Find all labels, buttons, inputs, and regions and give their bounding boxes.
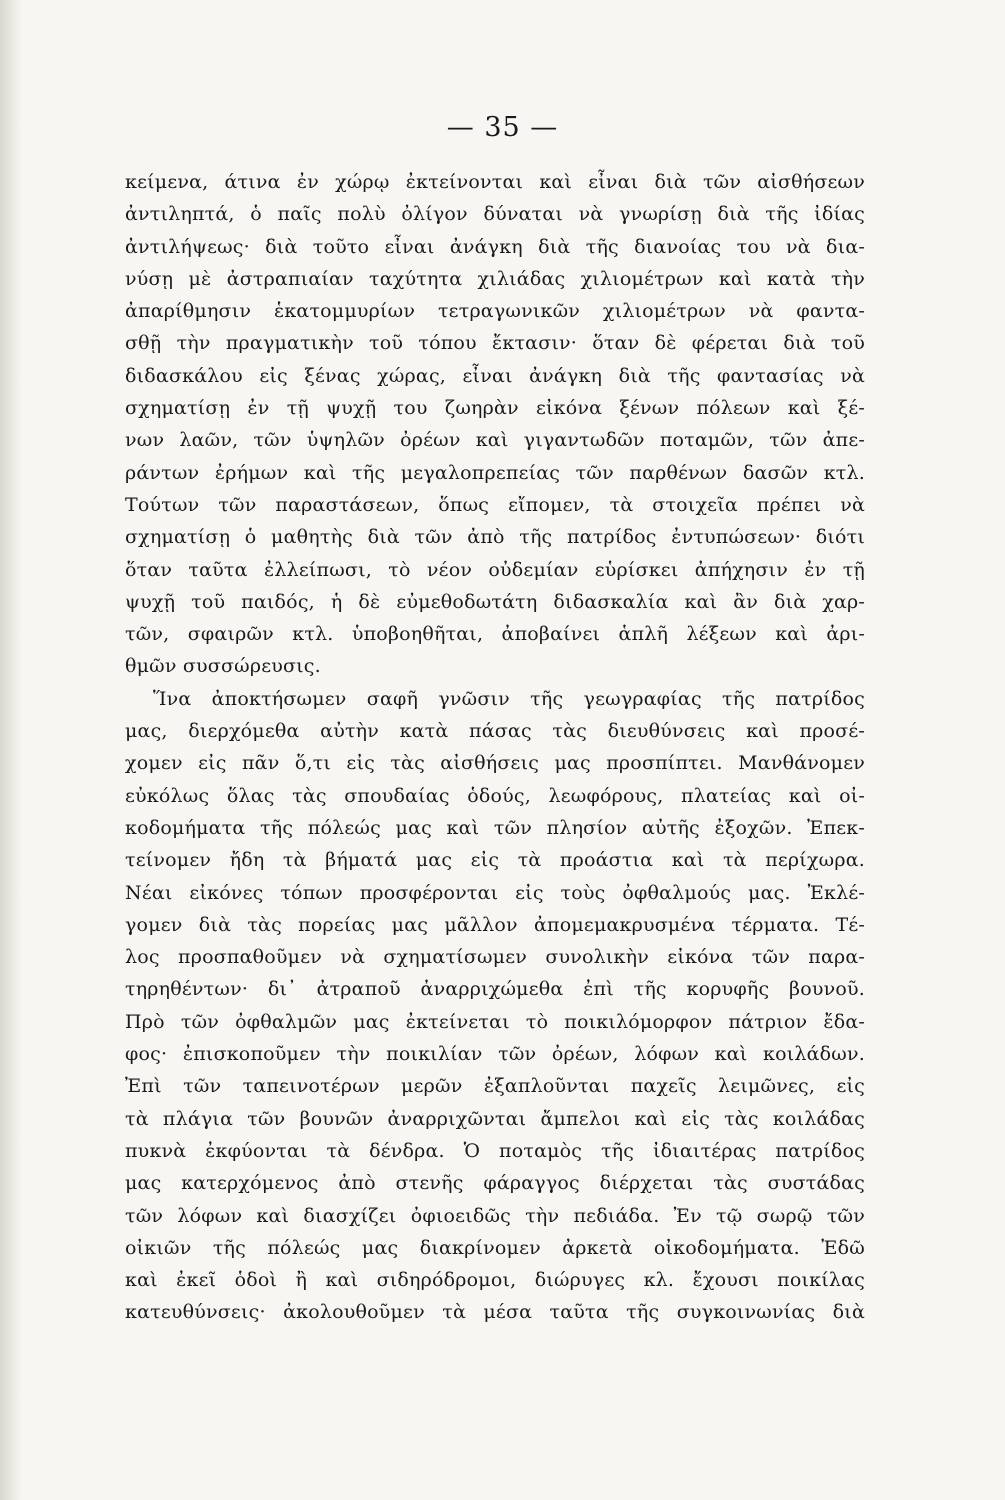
text-line: διδασκάλου εἰς ξένας χώρας, εἶναι ἀνάγκη διὰ τῆς φαντασίας νὰ (125, 364, 865, 387)
text-line: φος· ἐπισκοποῦμεν τὴν ποικιλίαν τῶν ὀρέων, λόφων καὶ κοιλάδων. (125, 1043, 865, 1066)
text-line: λος προσπαθοῦμεν νὰ σχηματίσωμεν συνολικὴν εἰκόνα τῶν παρα- (125, 946, 865, 969)
text-line: Τούτων τῶν παραστάσεων, ὅπως εἴπομεν, τὰ στοιχεῖα πρέπει νὰ (125, 493, 865, 516)
text-line: Ἐπὶ τῶν ταπεινοτέρων μερῶν ἐξαπλοῦνται παχεῖς λειμῶνες, εἰς (125, 1075, 865, 1098)
text-line: χομεν εἰς πᾶν ὅ,τι εἰς τὰς αἰσθήσεις μας προσπίπτει. Μανθάνομεν (125, 752, 865, 775)
text-line: καὶ ἐκεῖ ὁδοὶ ἢ καὶ σιδηρόδρομοι, διώρυγες κλ. ἔχουσι ποικίλας (125, 1269, 865, 1292)
page-number: — 35 — (446, 112, 559, 143)
text-line: τῶν, σφαιρῶν κτλ. ὑποβοηθῆται, ἀποβαίνει ἁπλῆ λέξεων καὶ ἀρι- (125, 623, 865, 646)
text-line: ὅταν ταῦτα ἐλλείπωσι, τὸ νέον οὐδεμίαν εὑρίσκει ἀπήχησιν ἐν τῇ (125, 558, 865, 581)
text-line: κοδομήματα τῆς πόλεώς μας καὶ τῶν πλησίον αὐτῆς ἐξοχῶν. Ἐπεκ- (125, 816, 865, 839)
text-line: τῶν λόφων καὶ διασχίζει ὀφιοειδῶς τὴν πεδιάδα. Ἐν τῷ σωρῷ τῶν (125, 1204, 865, 1227)
text-line: μας κατερχόμενος ἀπὸ στενῆς φάραγγος διέρχεται τὰς συστάδας (125, 1172, 865, 1195)
page-edge-shadow (0, 0, 22, 1500)
text-line: οἰκιῶν τῆς πόλεώς μας διακρίνομεν ἀρκετὰ οἰκοδομήματα. Ἐδῶ (125, 1236, 865, 1259)
text-line: Πρὸ τῶν ὀφθαλμῶν μας ἐκτείνεται τὸ ποικιλόμορφον πάτριον ἔδα- (125, 1010, 865, 1033)
text-line: ψυχῇ τοῦ παιδός, ἡ δὲ εὐμεθοδωτάτη διδασκαλία καὶ ἂν διὰ χαρ- (125, 590, 865, 613)
text-line: κατευθύνσεις· ἀκολουθοῦμεν τὰ μέσα ταῦτα τῆς συγκοινωνίας διὰ (125, 1301, 865, 1324)
text-line: Ἵνα ἀποκτήσωμεν σαφῆ γνῶσιν τῆς γεωγραφίας τῆς πατρίδος (153, 687, 865, 710)
text-line: γομεν διὰ τὰς πορείας μας μᾶλλον ἀπομεμακρυσμένα τέρματα. Τέ- (125, 913, 865, 936)
text-line: ἀντιληπτά, ὁ παῖς πολὺ ὀλίγον δύναται νὰ γνωρίσῃ διὰ τῆς ἰδίας (125, 203, 865, 226)
text-line: πυκνὰ ἐκφύονται τὰ δένδρα. Ὁ ποταμὸς τῆς ἰδιαιτέρας πατρίδος (125, 1139, 865, 1162)
text-line: νων λαῶν, τῶν ὑψηλῶν ὀρέων καὶ γιγαντωδῶν ποταμῶν, τῶν ἀπε- (125, 429, 865, 452)
body-text (125, 166, 865, 1329)
text-line: τὰ πλάγια τῶν βουνῶν ἀναρριχῶνται ἄμπελοι καὶ εἰς τὰς κοιλάδας (125, 1107, 865, 1130)
text-line: σχηματίσῃ ἐν τῇ ψυχῇ του ζωηρὰν εἰκόνα ξένων πόλεων καὶ ξέ- (125, 397, 865, 420)
text-line: ἀντιλήψεως· διὰ τοῦτο εἶναι ἀνάγκη διὰ τῆς διανοίας του νὰ δια- (125, 235, 865, 258)
text-line: νύσῃ μὲ ἀστραπιαίαν ταχύτητα χιλιάδας χιλιομέτρων καὶ κατὰ τὴν (125, 267, 865, 290)
text-line: κείμενα, άτινα ἐν χώρῳ ἐκτείνονται καὶ εἶναι διὰ τῶν αἰσθήσεων (125, 171, 865, 193)
text-line: σχηματίσῃ ὁ μαθητὴς διὰ τῶν ἀπὸ τῆς πατρίδος ἐντυπώσεων· διότι (125, 526, 865, 549)
text-line: ράντων ἐρήμων καὶ τῆς μεγαλοπρεπείας τῶν παρθένων δασῶν κτλ. (125, 461, 865, 484)
text-line: τηρηθέντων· δι᾽ ἀτραποῦ ἀναρριχώμεθα ἐπὶ τῆς κορυφῆς βουνοῦ. (125, 978, 865, 1001)
paragraph-end-line: θμῶν συσσώρευσις. (125, 655, 321, 678)
text-line: μας, διερχόμεθα αὐτὴν κατὰ πάσας τὰς διευθύνσεις καὶ προσέ- (125, 720, 865, 743)
text-line: εὐκόλως ὅλας τὰς σπουδαίας ὁδούς, λεωφόρους, πλατείας καὶ οἰ- (125, 784, 865, 807)
text-line: Νέαι εἰκόνες τόπων προσφέρονται εἰς τοὺς ὀφθαλμούς μας. Ἐκλέ- (125, 881, 865, 904)
text-line: τείνομεν ἤδη τὰ βήματά μας εἰς τὰ προάστια καὶ τὰ περίχωρα. (125, 849, 865, 872)
text-line: σθῇ τὴν πραγματικὴν τοῦ τόπου ἔκτασιν· ὅταν δὲ φέρεται διὰ τοῦ (125, 332, 865, 355)
text-line: ἀπαρίθμησιν ἑκατομμυρίων τετραγωνικῶν χιλιομέτρων νὰ φαντα- (125, 300, 865, 323)
